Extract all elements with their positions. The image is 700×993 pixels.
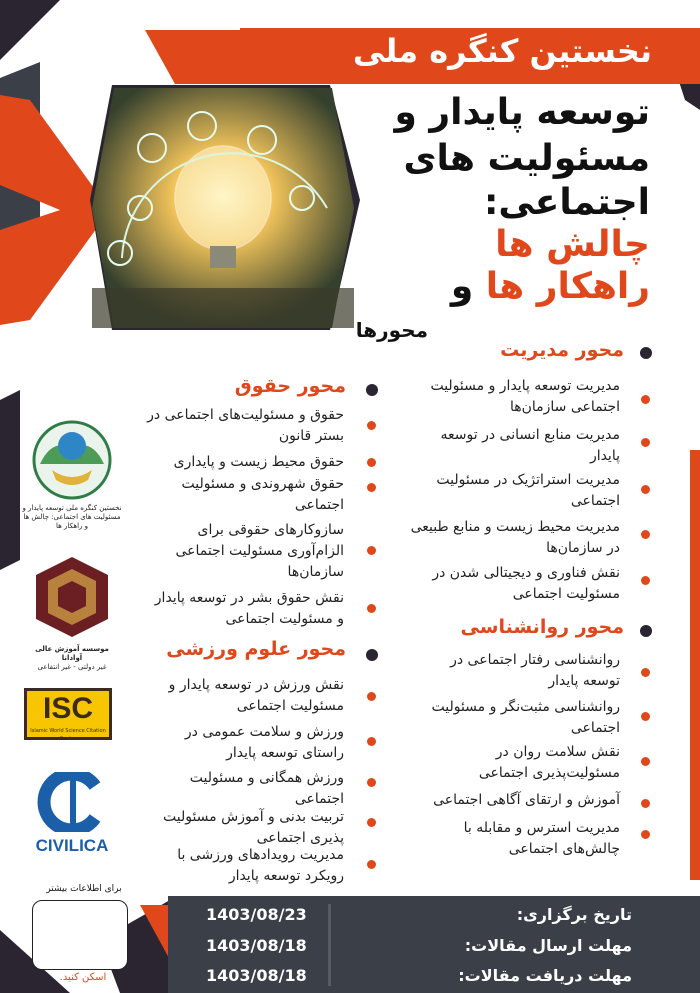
sports-item: ورزش همگانی و مسئولیت اجتماعی <box>189 770 344 807</box>
item-bullet <box>641 830 650 839</box>
institute-subcaption: غیر دولتی - غیر انتفاعی <box>37 663 107 671</box>
item-bullet <box>641 712 650 721</box>
item-bullet <box>367 737 376 746</box>
congress-logo-caption: نخستین کنگره ملی توسعه پایدار و مسئولیت های اجتماعی: چالش ها و راهکار ها <box>22 504 122 530</box>
item-bullet <box>367 546 376 555</box>
date-label: تاریخ برگزاری: <box>516 905 632 924</box>
title-line-1: توسعه پایدار و <box>394 92 650 133</box>
management-item: مدیریت منابع انسانی در توسعه پایدار <box>440 427 620 464</box>
dates-panel <box>168 896 700 993</box>
section-bullet <box>640 625 652 637</box>
item-bullet <box>641 576 650 585</box>
item-bullet <box>641 485 650 494</box>
item-bullet <box>367 778 376 787</box>
psychology-heading: محور روانشناسی <box>460 616 624 638</box>
subtitle-line-2 <box>451 266 650 307</box>
section-bullet <box>366 649 378 661</box>
qr-caption-bottom: اسکن کنید. <box>59 972 107 983</box>
civilica-emblem-icon <box>37 772 107 832</box>
item-bullet <box>367 860 376 869</box>
qr-code-box[interactable] <box>32 900 128 970</box>
management-item: نقش فناوری و دیجیتالی شدن در مسئولیت اجتماعی <box>432 565 620 602</box>
civilica-text: CIVILICA <box>35 836 109 855</box>
item-bullet <box>367 604 376 613</box>
institute-emblem-icon <box>30 553 114 641</box>
item-bullet <box>367 692 376 701</box>
management-heading: محور مدیریت <box>500 339 624 361</box>
psychology-item: روانشناسی رفتار اجتماعی در توسعه پایدار <box>450 652 620 689</box>
law-item: سازوکارهای حقوقی برای الزام‌آوری مسئولیت اجتماعی سازمان‌ها <box>175 522 344 580</box>
law-heading: محور حقوق <box>234 375 346 397</box>
item-bullet <box>641 438 650 447</box>
section-bullet <box>366 384 378 396</box>
psychology-item: نقش سلامت روان در مسئولیت‌پذیری اجتماعی <box>478 744 620 781</box>
item-bullet <box>641 668 650 677</box>
law-item: حقوق شهروندی و مسئولیت اجتماعی <box>181 476 344 513</box>
item-bullet <box>641 799 650 808</box>
item-bullet <box>367 421 376 430</box>
title-banner <box>240 28 700 84</box>
sports-item: تربیت بدنی و آموزش مسئولیت پذیری اجتماعی <box>162 809 344 846</box>
item-bullet <box>367 483 376 492</box>
date-value: 1403/08/18 <box>206 936 307 955</box>
date-label: مهلت دریافت مقالات: <box>458 966 632 985</box>
sports-item: ورزش و سلامت عمومی در راستای توسعه پایدار <box>184 724 344 761</box>
law-item: حقوق محیط زیست و پایداری <box>173 454 344 470</box>
date-value: 1403/08/23 <box>206 905 307 924</box>
qr-caption-top: برای اطلاعات بیشتر <box>46 884 122 894</box>
sports-item: مدیریت رویدادهای ورزشی با رویکرد توسعه پایدار <box>177 847 344 884</box>
item-bullet <box>641 395 650 404</box>
isc-subtext: Islamic World Science Citation Center <box>30 728 106 742</box>
isc-text: ISC <box>42 692 93 725</box>
item-bullet <box>367 458 376 467</box>
psychology-item: آموزش و ارتقای آگاهی اجتماعی <box>433 792 620 808</box>
psychology-item: روانشناسی مثبت‌نگر و مسئولیت اجتماعی <box>431 699 620 736</box>
management-item: مدیریت محیط زیست و منابع طبیعی در سازمان‌ها <box>410 519 620 556</box>
civilica-logo <box>22 772 122 856</box>
date-value: 1403/08/18 <box>206 966 307 985</box>
subtitle-conjunction: و <box>450 266 474 307</box>
axes-label: محورها <box>355 318 428 342</box>
banner-title: نخستین کنگره ملی <box>352 32 652 70</box>
congress-emblem-icon <box>22 418 122 500</box>
law-item: نقش حقوق بشر در توسعه پایدار و مسئولیت اجتماعی <box>154 590 344 627</box>
congress-logo <box>22 418 122 531</box>
management-item: مدیریت استراتژیک در مسئولیت اجتماعی <box>436 472 620 509</box>
item-bullet <box>641 757 650 766</box>
law-item: حقوق و مسئولیت‌های اجتماعی در بستر قانون <box>147 407 344 444</box>
subtitle-line-3: راهکار ها <box>485 266 650 307</box>
sports-heading: محور علوم ورزشی <box>166 638 346 660</box>
institute-caption: موسسه آموزش عالی آوادانا <box>35 645 109 662</box>
psychology-item: مدیریت استرس و مقابله با چالش‌های اجتماعی <box>463 820 620 857</box>
isc-logo <box>24 688 112 740</box>
subtitle-line-1: چالش ها <box>495 224 650 265</box>
date-label: مهلت ارسال مقالات: <box>464 936 632 955</box>
dates-divider <box>328 904 331 986</box>
sports-item: نقش ورزش در توسعه پایدار و مسئولیت اجتماعی <box>168 677 344 714</box>
title-line-2: مسئولیت های <box>403 138 650 179</box>
item-bullet <box>641 530 650 539</box>
management-item: مدیریت توسعه پایدار و مسئولیت اجتماعی سازمان‌ها <box>430 378 620 415</box>
title-line-3: اجتماعی: <box>483 182 650 223</box>
section-bullet <box>640 347 652 359</box>
institute-logo <box>30 553 114 672</box>
lightbulb-illustration <box>92 88 354 328</box>
item-bullet <box>367 818 376 827</box>
